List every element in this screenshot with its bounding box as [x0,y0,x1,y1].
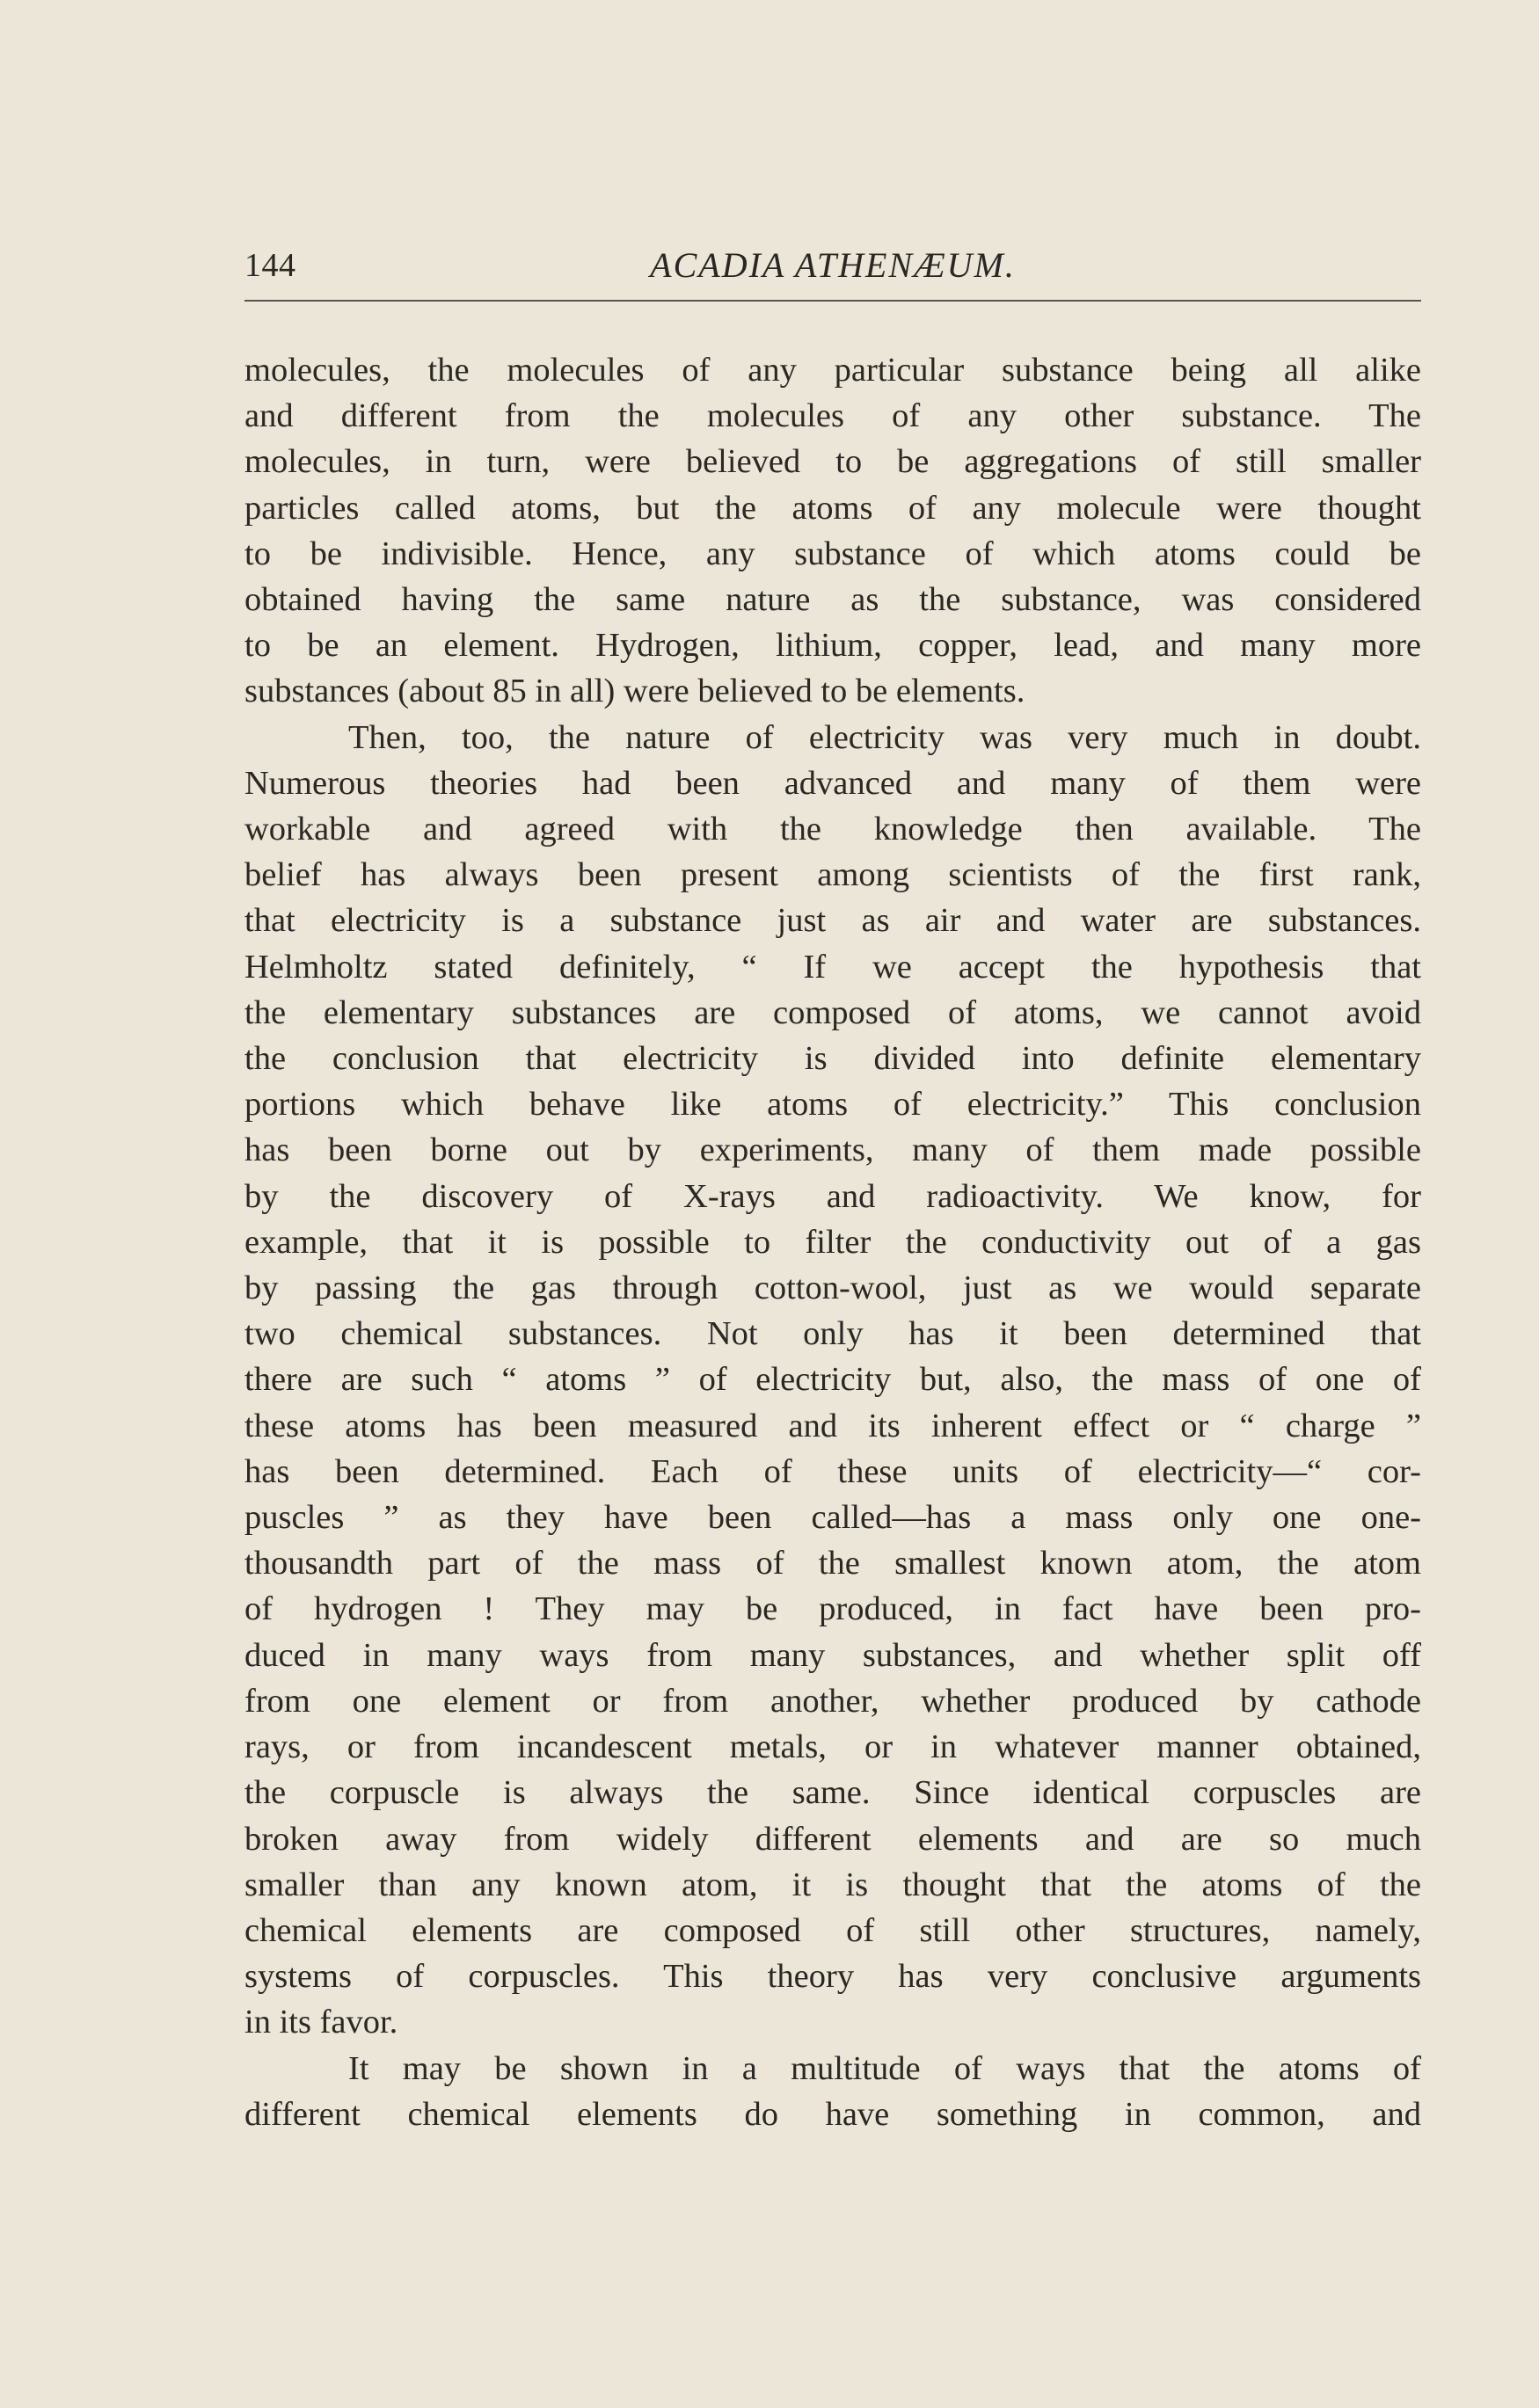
text-line: two chemical substances. Not only has it been determined that [244,1315,1421,1353]
text-line: rays, or from incandescent metals, or in whatever manner obtained, [244,1728,1421,1766]
text-line: has been borne out by experiments, many of them made possible [244,1131,1421,1169]
text-line: duced in many ways from many substances, and whether split off [244,1636,1421,1674]
text-line: portions which behave like atoms of electricity.” This conclusion [244,1086,1421,1124]
header-rule [244,300,1421,302]
text-line: substances (about 85 in all) were believed to be elements. [244,673,1025,710]
text-line: Numerous theories had been advanced and many of them were [244,764,1421,802]
text-line: obtained having the same nature as the substance, was considered [244,581,1421,619]
text-line: by passing the gas through cotton-wool, just as we would separate [244,1269,1421,1307]
paragraph [244,347,1421,715]
text-line: example, that it is possible to filter the conductivity out of a gas [244,1223,1421,1261]
running-title: ACADIA ATHENÆUM. [650,245,1016,285]
text-line: different chemical elements do have something in common, and [244,2095,1421,2133]
text-line: has been determined. Each of these units of electricity—“ cor- [244,1452,1421,1490]
text-line: in its favor. [244,2004,398,2041]
text-line: Then, too, the nature of electricity was very much in doubt. [348,718,1421,756]
text-line: the corpuscle is always the same. Since identical corpuscles are [244,1774,1421,1812]
text-line: belief has always been present among scientists of the first rank, [244,856,1421,894]
paragraph [244,2046,1421,2137]
text-line: broken away from widely different elements and are so much [244,1820,1421,1858]
text-line: Helmholtz stated definitely, “ If we accept the hypothesis that [244,948,1421,986]
text-line: smaller than any known atom, it is thought that the atoms of the [244,1866,1421,1903]
text-line: of hydrogen ! They may be produced, in fact have been pro- [244,1590,1421,1628]
text-line: to be indivisible. Hence, any substance of which atoms could be [244,535,1421,572]
text-line: thousandth part of the mass of the smallest known atom, the atom [244,1545,1421,1582]
page-header [244,243,1421,292]
text-line: workable and agreed with the knowledge then available. The [244,811,1421,848]
text-line: systems of corpuscles. This theory has very conclusive arguments [244,1958,1421,1996]
text-line: these atoms has been measured and its inherent effect or “ charge ” [244,1407,1421,1444]
text-line: puscles ” as they have been called—has a mass only one one- [244,1499,1421,1537]
text-line: to be an element. Hydrogen, lithium, copper, lead, and many more [244,627,1421,665]
text-line: there are such “ atoms ” of electricity but, also, the mass of one of [244,1361,1421,1399]
text-line: the elementary substances are composed of atoms, we cannot avoid [244,993,1421,1031]
text-line: particles called atoms, but the atoms of any molecule were thought [244,489,1421,527]
text-line: molecules, in turn, were believed to be aggregations of still smaller [244,443,1421,481]
text-line: chemical elements are composed of still other structures, namely, [244,1911,1421,1949]
paragraph [244,715,1421,2046]
page-number: 144 [244,247,296,284]
body-text [244,347,1421,2137]
text-line: that electricity is a substance just as air and water are substances. [244,902,1421,940]
text-line: from one element or from another, whether produced by cathode [244,1682,1421,1720]
text-line: It may be shown in a multitude of ways that the atoms of [348,2049,1421,2087]
text-line: molecules, the molecules of any particular substance being all alike [244,352,1421,389]
text-line: by the discovery of X-rays and radioactivity. We know, for [244,1177,1421,1215]
text-line: and different from the molecules of any other substance. The [244,397,1421,435]
text-line: the conclusion that electricity is divided into definite elementary [244,1040,1421,1078]
